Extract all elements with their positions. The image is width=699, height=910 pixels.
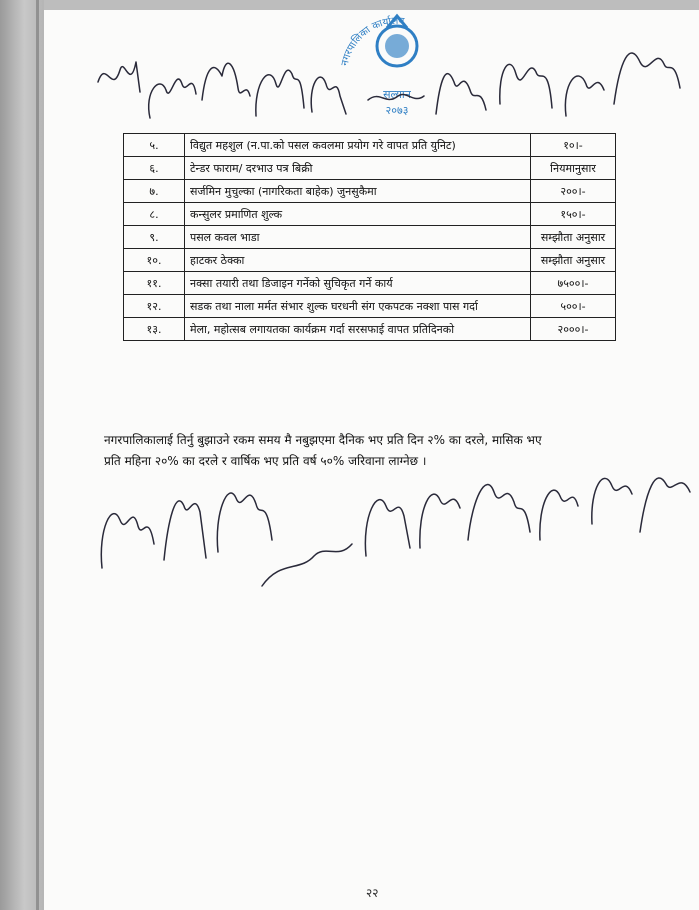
row-description: कन्सुलर प्रमाणित शुल्क [185,203,531,226]
binder-edge [36,0,39,910]
row-description: मेला, महोत्सब लगायतका कार्यक्रम गर्दा सरसफाई वापत प्रतिदिनको [185,318,531,341]
row-number: १२. [124,295,185,318]
table-row [124,180,616,203]
row-description: टेन्डर फाराम/ दरभाउ पत्र बिक्री [185,157,531,180]
table-row [124,134,616,157]
row-amount: २०००।- [531,318,616,341]
table-row [124,249,616,272]
row-amount: ५००।- [531,295,616,318]
row-amount: सम्झौता अनुसार [531,249,616,272]
paragraph-line-2: प्रति महिना २०% का दरले र वार्षिक भए प्रति वर्ष ५०% जरिवाना लाग्नेछ । [104,454,427,468]
municipality-seal [333,6,461,122]
row-number: ७. [124,180,185,203]
row-description: सर्जमिन मुचुल्का (नागरिकता बाहेक) जुनसुकैमा [185,180,531,203]
table-row [124,318,616,341]
row-description: नक्सा तयारी तथा डिजाइन गर्नेको सुचिकृत गर्ने कार्य [185,272,531,295]
table-row [124,203,616,226]
row-amount: ७५००।- [531,272,616,295]
table-row [124,226,616,249]
row-number: ६. [124,157,185,180]
seal-name: सल्यान [383,88,411,101]
penalty-paragraph [104,430,688,472]
row-description: विद्युत महशुल (न.पा.को पसल कवलमा प्रयोग गरे वापत प्रति युनिट) [185,134,531,157]
row-number: ९. [124,226,185,249]
row-number: १०. [124,249,185,272]
row-amount: १०।- [531,134,616,157]
row-description: पसल कवल भाडा [185,226,531,249]
row-number: १३. [124,318,185,341]
row-number: ८. [124,203,185,226]
fee-schedule-table [123,133,616,341]
row-number: ११. [124,272,185,295]
seal-year: २०७३ [385,104,409,117]
row-description: हाटकर ठेक्का [185,249,531,272]
row-number: ५. [124,134,185,157]
seal-arc-text: नगरपालिका कार्यालय [339,15,405,67]
paragraph-line-1: नगरपालिकालाई तिर्नु बुझाउने रकम समय मै नबुझएमा दैनिक भए प्रति दिन २% का दरले, मासिक भए [104,433,542,447]
row-amount: १५०।- [531,203,616,226]
page-number: २२ [366,886,379,900]
table-row [124,295,616,318]
table-row [124,157,616,180]
row-amount: २००।- [531,180,616,203]
table-row [124,272,616,295]
row-description: सडक तथा नाला मर्मत संभार शुल्क घरधनी संग एकपटक नक्शा पास गर्दा [185,295,531,318]
row-amount: नियमानुसार [531,157,616,180]
row-amount: सम्झौता अनुसार [531,226,616,249]
